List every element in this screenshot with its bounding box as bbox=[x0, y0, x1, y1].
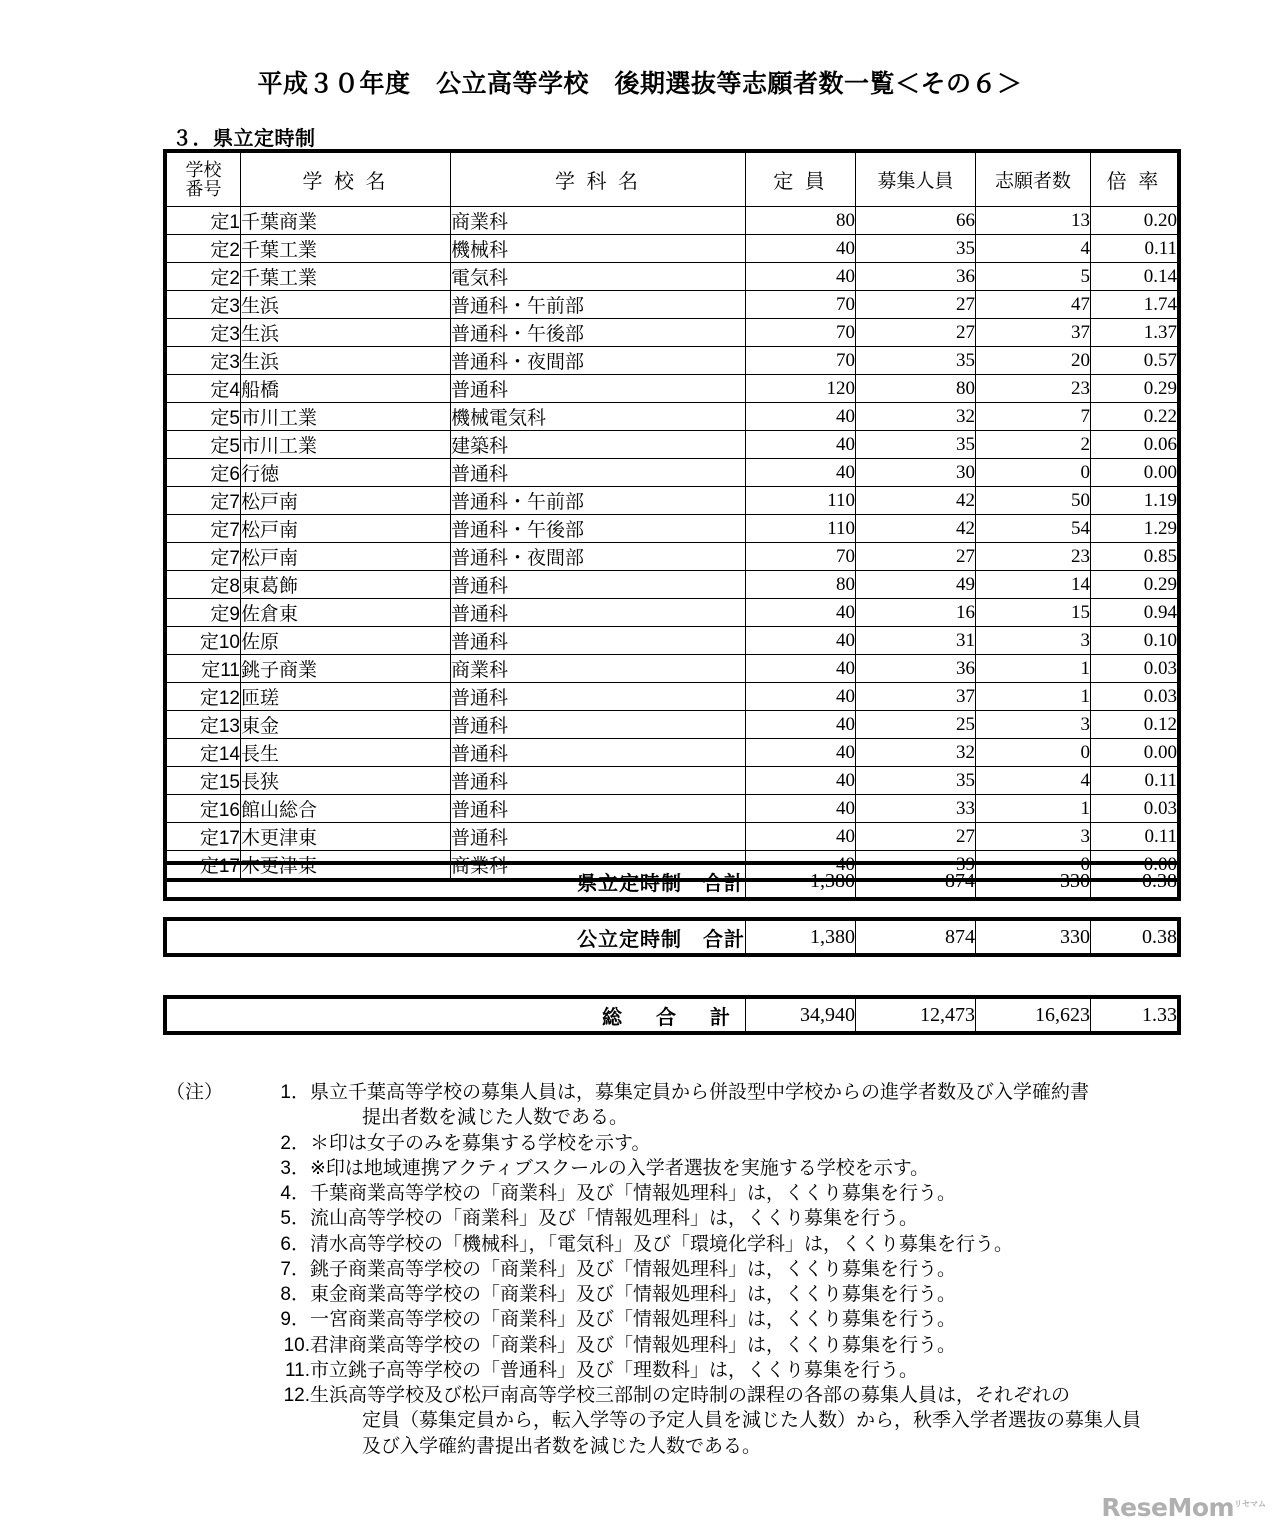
table-row bbox=[167, 767, 1178, 795]
note-index: 7． bbox=[280, 1258, 310, 1280]
row-capacity: 40 bbox=[746, 263, 856, 291]
row-recruit: 16 bbox=[856, 599, 976, 627]
row-capacity: 40 bbox=[746, 795, 856, 823]
row-school-name: 東金 bbox=[241, 711, 451, 739]
row-department: 商業科 bbox=[451, 851, 746, 879]
row-ratio: 0.12 bbox=[1091, 711, 1178, 739]
row-school-no: 定16 bbox=[167, 795, 241, 823]
row-recruit: 35 bbox=[856, 235, 976, 263]
row-capacity: 40 bbox=[746, 823, 856, 851]
row-applicants: 3 bbox=[976, 711, 1091, 739]
row-school-name: 生浜 bbox=[241, 347, 451, 375]
table-row bbox=[167, 403, 1178, 431]
col-header-school-name: 学 校 名 bbox=[241, 153, 451, 207]
note-text bbox=[310, 1206, 1216, 1231]
col-header-capacity: 定 員 bbox=[746, 153, 856, 207]
table-row bbox=[167, 235, 1178, 263]
table-row bbox=[167, 459, 1178, 487]
note-text bbox=[310, 1307, 1216, 1332]
note-line: 県立千葉高等学校の募集人員は，募集定員から併設型中学校からの進学者数及び入学確約書 bbox=[310, 1082, 1090, 1103]
row-capacity: 70 bbox=[746, 347, 856, 375]
note-line: ＊印は女子のみを募集する学校を示す。 bbox=[310, 1132, 651, 1154]
row-applicants: 1 bbox=[976, 683, 1091, 711]
resemom-watermark bbox=[1101, 1493, 1266, 1522]
row-capacity: 40 bbox=[746, 655, 856, 683]
summary-grandtotal-table bbox=[166, 998, 1178, 1032]
note-index: 1． bbox=[280, 1082, 310, 1103]
row-capacity: 40 bbox=[746, 599, 856, 627]
note-line: 千葉商業高等学校の「商業科」及び「情報処理科」は，くくり募集を行う。 bbox=[310, 1183, 957, 1205]
table-row bbox=[167, 319, 1178, 347]
row-applicants: 3 bbox=[976, 627, 1091, 655]
row-capacity: 110 bbox=[746, 515, 856, 543]
row-school-name: 船橋 bbox=[241, 375, 451, 403]
row-department: 普通科・午後部 bbox=[451, 319, 746, 347]
row-ratio: 0.03 bbox=[1091, 795, 1178, 823]
row-recruit: 30 bbox=[856, 459, 976, 487]
row-department: 商業科 bbox=[451, 655, 746, 683]
row-recruit: 35 bbox=[856, 347, 976, 375]
row-school-no: 定1 bbox=[167, 207, 241, 235]
note-line: 市立銚子高等学校の「普通科」及び「理数科」は，くくり募集を行う。 bbox=[310, 1359, 919, 1381]
row-school-no: 定4 bbox=[167, 375, 241, 403]
row-recruit: 80 bbox=[856, 375, 976, 403]
table-row bbox=[167, 683, 1178, 711]
row-ratio: 1.29 bbox=[1091, 515, 1178, 543]
note-item bbox=[270, 1206, 1216, 1231]
notes-section bbox=[166, 1080, 1216, 1459]
table-row bbox=[167, 795, 1178, 823]
summary-grandtotal-container bbox=[166, 998, 1177, 1032]
row-recruit: 42 bbox=[856, 515, 976, 543]
note-text bbox=[310, 1080, 1216, 1131]
note-line: 定員（募集定員から，転入学等の予定人員を減じた人数）から，秋季入学者選抜の募集人員 bbox=[362, 1410, 1142, 1432]
row-capacity: 110 bbox=[746, 487, 856, 515]
row-department: 普通科 bbox=[451, 767, 746, 795]
row-school-no: 定11 bbox=[167, 655, 241, 683]
row-department: 普通科 bbox=[451, 375, 746, 403]
watermark-ruby: リセマム bbox=[1234, 1499, 1266, 1509]
row-school-name: 東葛飾 bbox=[241, 571, 451, 599]
col-header-applicants: 志願者数 bbox=[976, 153, 1091, 207]
summary-applicants: 16,623 bbox=[976, 999, 1091, 1032]
row-school-name: 佐原 bbox=[241, 627, 451, 655]
row-school-no: 定8 bbox=[167, 571, 241, 599]
row-school-no: 定6 bbox=[167, 459, 241, 487]
row-ratio: 0.00 bbox=[1091, 739, 1178, 767]
note-item bbox=[270, 1307, 1216, 1332]
row-ratio: 0.94 bbox=[1091, 599, 1178, 627]
row-school-no: 定3 bbox=[167, 291, 241, 319]
row-school-no: 定17 bbox=[167, 823, 241, 851]
row-capacity: 40 bbox=[746, 711, 856, 739]
row-school-no: 定7 bbox=[167, 543, 241, 571]
row-department: 普通科 bbox=[451, 627, 746, 655]
row-recruit: 27 bbox=[856, 319, 976, 347]
row-ratio: 0.29 bbox=[1091, 571, 1178, 599]
summary-capacity: 1,380 bbox=[746, 921, 856, 954]
note-item bbox=[270, 1358, 1216, 1383]
table-row bbox=[167, 711, 1178, 739]
row-ratio: 0.10 bbox=[1091, 627, 1178, 655]
row-applicants: 54 bbox=[976, 515, 1091, 543]
row-school-no: 定17 bbox=[167, 851, 241, 879]
note-line: 生浜高等学校及び松戸南高等学校三部制の定時制の課程の各部の募集人員は，それぞれの bbox=[310, 1385, 1071, 1407]
note-item bbox=[270, 1131, 1216, 1156]
note-line: 一宮商業高等学校の「商業科」及び「情報処理科」は，くくり募集を行う。 bbox=[310, 1309, 957, 1331]
row-school-name: 館山総合 bbox=[241, 795, 451, 823]
row-ratio: 0.20 bbox=[1091, 207, 1178, 235]
row-applicants: 2 bbox=[976, 431, 1091, 459]
note-line: 君津商業高等学校の「商業科」及び「情報処理科」は，くくり募集を行う。 bbox=[310, 1334, 957, 1356]
row-department: 普通科 bbox=[451, 599, 746, 627]
row-department: 機械電気科 bbox=[451, 403, 746, 431]
summary-label: 県立定時制 合計 bbox=[167, 865, 746, 898]
row-school-no: 定9 bbox=[167, 599, 241, 627]
row-applicants: 47 bbox=[976, 291, 1091, 319]
row-applicants: 0 bbox=[976, 739, 1091, 767]
note-item bbox=[270, 1232, 1216, 1257]
row-capacity: 70 bbox=[746, 543, 856, 571]
row-department: 普通科・午前部 bbox=[451, 487, 746, 515]
note-index: 9． bbox=[280, 1309, 310, 1331]
table-row bbox=[167, 431, 1178, 459]
row-school-name: 千葉工業 bbox=[241, 235, 451, 263]
applicants-table bbox=[166, 152, 1178, 879]
note-index: 10. bbox=[283, 1334, 310, 1356]
note-text bbox=[310, 1257, 1216, 1282]
note-line: 銚子商業高等学校の「商業科」及び「情報処理科」は，くくり募集を行う。 bbox=[310, 1258, 957, 1280]
summary-recruit: 12,473 bbox=[856, 999, 976, 1032]
summary-ratio: 0.38 bbox=[1091, 921, 1178, 954]
row-ratio: 1.37 bbox=[1091, 319, 1178, 347]
row-recruit: 49 bbox=[856, 571, 976, 599]
row-applicants: 1 bbox=[976, 795, 1091, 823]
row-capacity: 80 bbox=[746, 207, 856, 235]
row-school-no: 定14 bbox=[167, 739, 241, 767]
table-row bbox=[167, 207, 1178, 235]
row-school-name: 千葉工業 bbox=[241, 263, 451, 291]
row-recruit: 37 bbox=[856, 683, 976, 711]
row-school-name: 木更津東 bbox=[241, 851, 451, 879]
table-body bbox=[167, 207, 1178, 879]
table-row bbox=[167, 739, 1178, 767]
note-item bbox=[270, 1257, 1216, 1282]
row-school-no: 定7 bbox=[167, 515, 241, 543]
table-header-row bbox=[167, 153, 1178, 207]
row-department: 建築科 bbox=[451, 431, 746, 459]
summary-public-table bbox=[166, 920, 1178, 954]
row-applicants: 15 bbox=[976, 599, 1091, 627]
row-department: 普通科 bbox=[451, 683, 746, 711]
table-row bbox=[167, 375, 1178, 403]
row-recruit: 32 bbox=[856, 739, 976, 767]
table-row bbox=[167, 487, 1178, 515]
note-index: 11. bbox=[284, 1359, 310, 1381]
note-index: 3． bbox=[280, 1157, 310, 1179]
row-applicants: 7 bbox=[976, 403, 1091, 431]
note-line: 清水高等学校の「機械科」，「電気科」及び「環境化学科」は，くくり募集を行う。 bbox=[310, 1233, 1014, 1255]
row-capacity: 120 bbox=[746, 375, 856, 403]
row-school-no: 定12 bbox=[167, 683, 241, 711]
row-school-name: 生浜 bbox=[241, 291, 451, 319]
note-text bbox=[310, 1333, 1216, 1358]
note-item bbox=[270, 1282, 1216, 1307]
row-school-name: 松戸南 bbox=[241, 515, 451, 543]
row-ratio: 0.11 bbox=[1091, 767, 1178, 795]
applicants-table-container bbox=[166, 152, 1177, 879]
summary-row bbox=[167, 921, 1178, 954]
row-recruit: 27 bbox=[856, 823, 976, 851]
col-header-school-no-line1: 学校 bbox=[185, 159, 222, 180]
summary-applicants: 330 bbox=[976, 865, 1091, 898]
row-school-no: 定15 bbox=[167, 767, 241, 795]
table-row bbox=[167, 655, 1178, 683]
table-row bbox=[167, 291, 1178, 319]
note-text bbox=[310, 1156, 1216, 1181]
summary-row bbox=[167, 999, 1178, 1032]
row-recruit: 66 bbox=[856, 207, 976, 235]
row-department: 普通科 bbox=[451, 459, 746, 487]
row-department: 普通科・夜間部 bbox=[451, 543, 746, 571]
summary-label: 総 合 計 bbox=[167, 999, 746, 1032]
row-capacity: 70 bbox=[746, 291, 856, 319]
summary-ratio: 1.33 bbox=[1091, 999, 1178, 1032]
row-recruit: 36 bbox=[856, 263, 976, 291]
table-row bbox=[167, 543, 1178, 571]
row-capacity: 40 bbox=[746, 403, 856, 431]
row-school-no: 定3 bbox=[167, 319, 241, 347]
note-index: 4． bbox=[280, 1183, 310, 1205]
row-department: 電気科 bbox=[451, 263, 746, 291]
row-school-no: 定2 bbox=[167, 263, 241, 291]
row-school-name: 松戸南 bbox=[241, 487, 451, 515]
summary-applicants: 330 bbox=[976, 921, 1091, 954]
note-line: 提出者数を減じた人数である。 bbox=[362, 1107, 629, 1129]
note-line: 流山高等学校の「商業科」及び「情報処理科」は，くくり募集を行う。 bbox=[310, 1208, 919, 1230]
row-school-name: 行徳 bbox=[241, 459, 451, 487]
row-school-no: 定2 bbox=[167, 235, 241, 263]
note-index: 8． bbox=[280, 1284, 310, 1306]
note-item bbox=[270, 1080, 1216, 1131]
note-index: 12. bbox=[283, 1385, 310, 1407]
row-school-name: 市川工業 bbox=[241, 403, 451, 431]
col-header-ratio: 倍 率 bbox=[1091, 153, 1178, 207]
summary-prefectural-container bbox=[166, 864, 1177, 898]
row-ratio: 0.22 bbox=[1091, 403, 1178, 431]
row-ratio: 1.74 bbox=[1091, 291, 1178, 319]
row-applicants: 14 bbox=[976, 571, 1091, 599]
row-recruit: 31 bbox=[856, 627, 976, 655]
row-applicants: 13 bbox=[976, 207, 1091, 235]
note-item bbox=[270, 1333, 1216, 1358]
row-recruit: 25 bbox=[856, 711, 976, 739]
table-row bbox=[167, 627, 1178, 655]
row-applicants: 20 bbox=[976, 347, 1091, 375]
row-ratio: 0.06 bbox=[1091, 431, 1178, 459]
row-applicants: 1 bbox=[976, 655, 1091, 683]
row-school-name: 生浜 bbox=[241, 319, 451, 347]
row-recruit: 39 bbox=[856, 851, 976, 879]
note-text bbox=[310, 1232, 1216, 1257]
summary-capacity: 34,940 bbox=[746, 999, 856, 1032]
note-index: 6． bbox=[280, 1233, 310, 1255]
row-ratio: 0.57 bbox=[1091, 347, 1178, 375]
row-capacity: 40 bbox=[746, 627, 856, 655]
table-row bbox=[167, 347, 1178, 375]
col-header-school-no bbox=[167, 153, 241, 207]
col-header-department: 学 科 名 bbox=[451, 153, 746, 207]
note-text bbox=[310, 1181, 1216, 1206]
row-ratio: 0.11 bbox=[1091, 823, 1178, 851]
row-applicants: 23 bbox=[976, 543, 1091, 571]
row-school-no: 定5 bbox=[167, 431, 241, 459]
row-school-name: 匝瑳 bbox=[241, 683, 451, 711]
row-capacity: 40 bbox=[746, 683, 856, 711]
row-ratio: 1.19 bbox=[1091, 487, 1178, 515]
row-ratio: 0.03 bbox=[1091, 655, 1178, 683]
summary-recruit: 874 bbox=[856, 865, 976, 898]
row-school-name: 松戸南 bbox=[241, 543, 451, 571]
note-index: 2． bbox=[280, 1132, 310, 1154]
col-header-recruit: 募集人員 bbox=[856, 153, 976, 207]
row-applicants: 4 bbox=[976, 767, 1091, 795]
row-applicants: 0 bbox=[976, 851, 1091, 879]
row-school-name: 木更津東 bbox=[241, 823, 451, 851]
row-ratio: 0.11 bbox=[1091, 235, 1178, 263]
row-department: 普通科・午前部 bbox=[451, 291, 746, 319]
row-department: 商業科 bbox=[451, 207, 746, 235]
summary-public-container bbox=[166, 920, 1177, 954]
row-applicants: 3 bbox=[976, 823, 1091, 851]
row-department: 普通科 bbox=[451, 739, 746, 767]
note-text bbox=[310, 1358, 1216, 1383]
table-row bbox=[167, 571, 1178, 599]
row-school-no: 定7 bbox=[167, 487, 241, 515]
summary-ratio: 0.38 bbox=[1091, 865, 1178, 898]
summary-row bbox=[167, 865, 1178, 898]
row-capacity: 40 bbox=[746, 767, 856, 795]
row-school-name: 銚子商業 bbox=[241, 655, 451, 683]
row-school-no: 定10 bbox=[167, 627, 241, 655]
row-school-name: 千葉商業 bbox=[241, 207, 451, 235]
row-school-name: 長生 bbox=[241, 739, 451, 767]
row-department: 普通科 bbox=[451, 823, 746, 851]
row-department: 普通科 bbox=[451, 795, 746, 823]
table-row bbox=[167, 599, 1178, 627]
summary-label: 公立定時制 合計 bbox=[167, 921, 746, 954]
row-capacity: 40 bbox=[746, 851, 856, 879]
row-recruit: 27 bbox=[856, 291, 976, 319]
summary-recruit: 874 bbox=[856, 921, 976, 954]
note-line: 及び入学確約書提出者数を減じた人数である。 bbox=[362, 1435, 762, 1457]
row-capacity: 40 bbox=[746, 235, 856, 263]
row-department: 普通科 bbox=[451, 711, 746, 739]
note-text bbox=[310, 1131, 1216, 1156]
row-ratio: 0.00 bbox=[1091, 851, 1178, 879]
row-recruit: 27 bbox=[856, 543, 976, 571]
row-ratio: 0.03 bbox=[1091, 683, 1178, 711]
row-ratio: 0.85 bbox=[1091, 543, 1178, 571]
row-department: 普通科 bbox=[451, 571, 746, 599]
notes-list bbox=[270, 1080, 1216, 1459]
note-line: ※印は地域連携アクティブスクールの入学者選抜を実施する学校を示す。 bbox=[310, 1157, 930, 1179]
row-capacity: 70 bbox=[746, 319, 856, 347]
row-recruit: 35 bbox=[856, 767, 976, 795]
row-applicants: 37 bbox=[976, 319, 1091, 347]
row-school-name: 佐倉東 bbox=[241, 599, 451, 627]
row-school-no: 定3 bbox=[167, 347, 241, 375]
row-ratio: 0.00 bbox=[1091, 459, 1178, 487]
row-school-no: 定13 bbox=[167, 711, 241, 739]
row-applicants: 0 bbox=[976, 459, 1091, 487]
col-header-school-no-line2: 番号 bbox=[185, 178, 222, 199]
table-row bbox=[167, 823, 1178, 851]
row-school-name: 市川工業 bbox=[241, 431, 451, 459]
section-label: ３．県立定時制 bbox=[172, 128, 316, 150]
row-department: 機械科 bbox=[451, 235, 746, 263]
row-capacity: 40 bbox=[746, 739, 856, 767]
row-recruit: 36 bbox=[856, 655, 976, 683]
row-department: 普通科・午後部 bbox=[451, 515, 746, 543]
watermark-text: ReseMom bbox=[1101, 1493, 1235, 1522]
note-item bbox=[270, 1181, 1216, 1206]
row-recruit: 35 bbox=[856, 431, 976, 459]
note-text bbox=[310, 1282, 1216, 1307]
note-item bbox=[270, 1156, 1216, 1181]
table-row bbox=[167, 263, 1178, 291]
note-line: 東金商業高等学校の「商業科」及び「情報処理科」は，くくり募集を行う。 bbox=[310, 1284, 957, 1306]
row-capacity: 40 bbox=[746, 459, 856, 487]
note-index: 5． bbox=[280, 1208, 310, 1230]
row-school-no: 定5 bbox=[167, 403, 241, 431]
row-department: 普通科・夜間部 bbox=[451, 347, 746, 375]
table-row bbox=[167, 515, 1178, 543]
notes-label: （注） bbox=[166, 1082, 224, 1103]
row-school-name: 長狭 bbox=[241, 767, 451, 795]
summary-prefectural-table bbox=[166, 864, 1178, 898]
row-recruit: 32 bbox=[856, 403, 976, 431]
row-recruit: 42 bbox=[856, 487, 976, 515]
page-title: 平成３０年度 公立高等学校 後期選抜等志願者数一覧＜その６＞ bbox=[257, 70, 1023, 98]
row-ratio: 0.29 bbox=[1091, 375, 1178, 403]
row-applicants: 50 bbox=[976, 487, 1091, 515]
row-applicants: 23 bbox=[976, 375, 1091, 403]
row-capacity: 40 bbox=[746, 431, 856, 459]
note-item bbox=[270, 1383, 1216, 1459]
summary-capacity: 1,380 bbox=[746, 865, 856, 898]
row-ratio: 0.14 bbox=[1091, 263, 1178, 291]
row-applicants: 5 bbox=[976, 263, 1091, 291]
row-recruit: 33 bbox=[856, 795, 976, 823]
note-text bbox=[310, 1383, 1216, 1459]
row-applicants: 4 bbox=[976, 235, 1091, 263]
row-capacity: 80 bbox=[746, 571, 856, 599]
